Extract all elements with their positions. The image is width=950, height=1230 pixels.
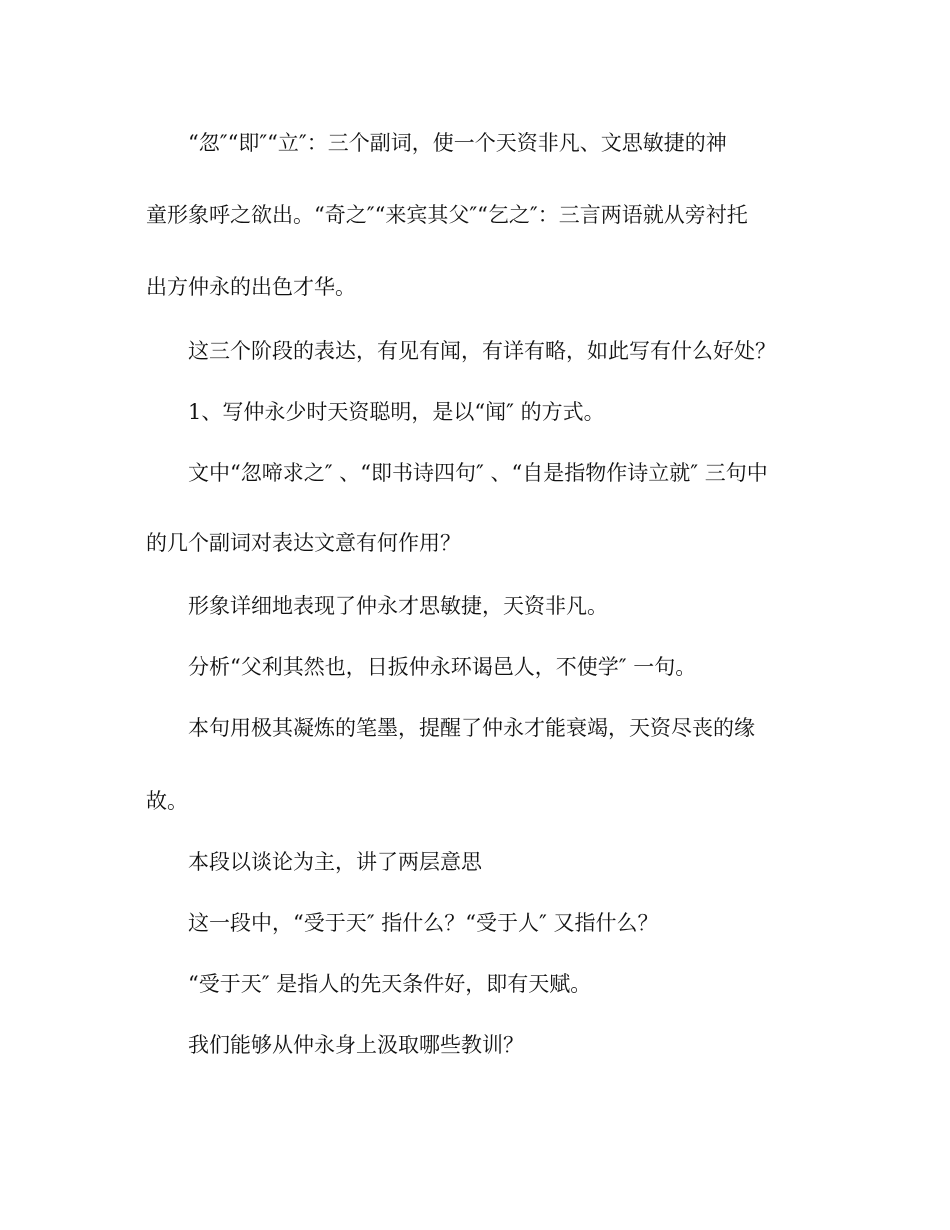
paragraph-9-line-1: 这一段中，“受于天″ 指什么？“受于人″ 又指什么？ [188,911,659,935]
paragraph-1-line-2: 童形象呼之欲出。“奇之″“来宾其父″“乞之″：三言两语就从旁衬托 [146,203,748,227]
paragraph-5-line-1: 形象详细地表现了仲永才思敏捷，天资非凡。 [188,594,608,618]
paragraph-4-line-2: 的几个副词对表达文意有何作用？ [146,531,461,555]
paragraph-7-line-2: 故。 [146,789,188,813]
paragraph-7-line-1: 本句用极其凝炼的笔墨，提醒了仲永才能衰竭，天资尽丧的缘 [188,716,755,740]
paragraph-2-line-1: 这三个阶段的表达，有见有闻，有详有略，如此写有什么好处？ [188,339,776,363]
paragraph-1-line-1: “忽″“即″“立″：三个副词，使一个天资非凡、文思敏捷的神 [188,131,727,155]
paragraph-8-line-1: 本段以谈论为主，讲了两层意思 [188,850,482,874]
paragraph-3-line-1: 1、写仲永少时天资聪明，是以“闻″ 的方式。 [188,400,605,424]
paragraph-4-line-1: 文中“忽啼求之″ 、“即书诗四句″ 、“自是指物作诗立就″ 三句中 [188,461,768,485]
paragraph-6-line-1: 分析“父利其然也，日扳仲永环谒邑人，不使学″ 一句。 [188,655,697,679]
paragraph-11-line-1: 我们能够从仲永身上汲取哪些教训？ [188,1033,524,1057]
paragraph-1-line-3: 出方仲永的出色才华。 [146,275,356,299]
paragraph-10-line-1: “受于天″ 是指人的先天条件好，即有天赋。 [188,972,592,996]
